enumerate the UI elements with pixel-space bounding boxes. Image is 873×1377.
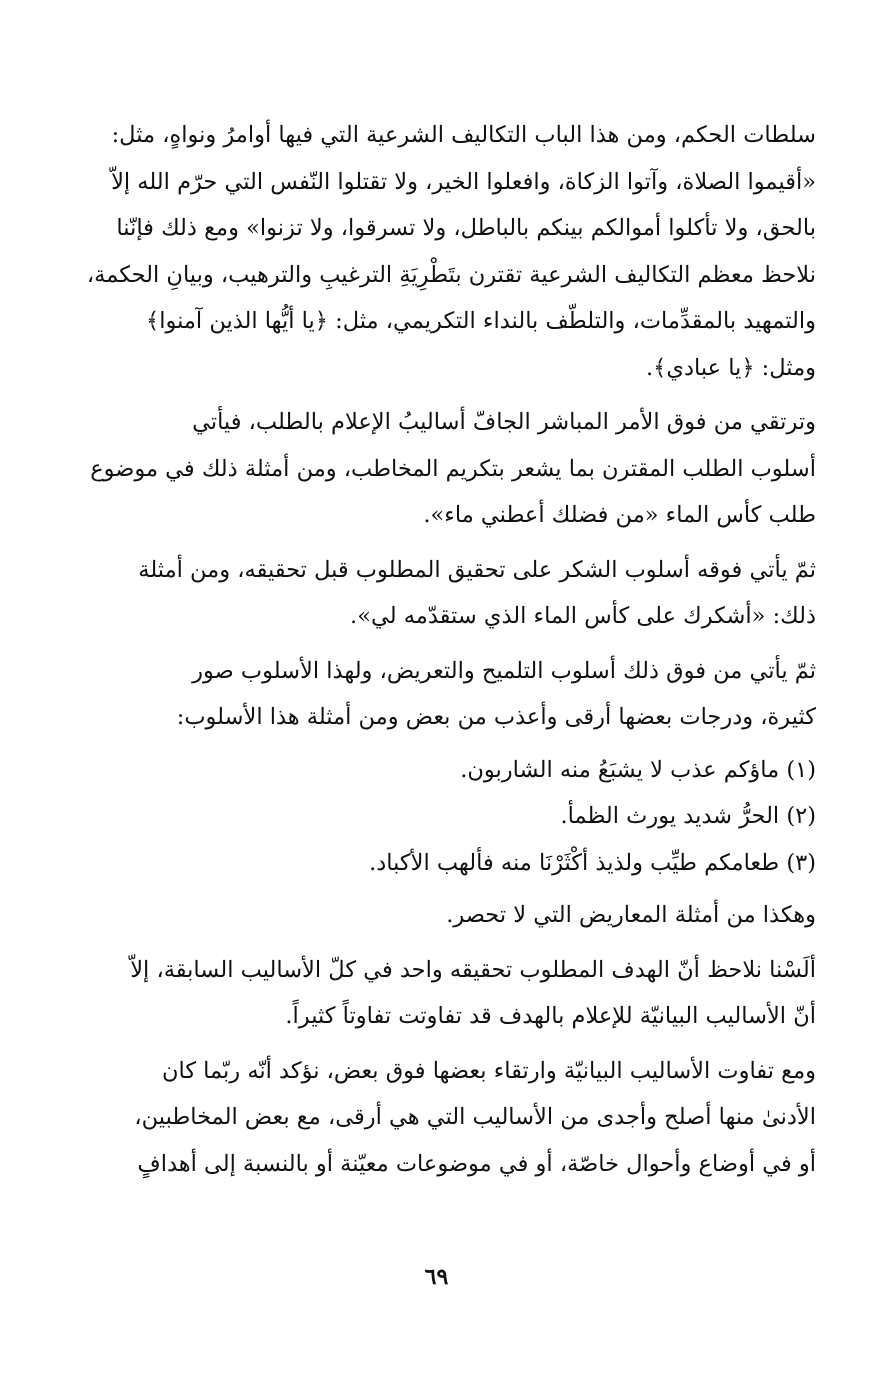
paragraph-5: وهكذا من أمثلة المعاريض التي لا تحصر. bbox=[446, 902, 816, 928]
paragraph-7: ومع تفاوت الأساليب البيانيّة وارتقاء بعضها فوق بعض، نؤكد أنّه ربّما كان الأدنىٰ منها أصلح وأجدى من الأساليب التي هي أرقى، مع بعض المخاطبين، أو في أوضاع وأحوال خاصّة، أو في موضوعات معيّنة أو بالنسبة إلى أهدافٍ bbox=[134, 1057, 816, 1177]
page-body bbox=[78, 112, 816, 1187]
example-item-3: (٣) طعامكم طيِّب ولذيذ أكْثَرْنَا منه فألهب الأكباد. bbox=[369, 849, 816, 876]
examples-list bbox=[78, 747, 816, 887]
paragraph-2: وترتقي من فوق الأمر المباشر الجافّ أساليبُ الإعلام بالطلب، فيأتي أسلوب الطلب المقترن بما يشعر بتكريم المخاطب، ومن أمثلة ذلك في موضوع طلب كأس الماء «من فضلك أعطني ماء». bbox=[90, 409, 816, 528]
example-item-1: (١) ماؤكم عذب لا يشبَعُ منه الشاربون. bbox=[460, 756, 816, 783]
paragraph-1: سلطات الحكم، ومن هذا الباب التكاليف الشرعية التي فيها أوامرُ ونواهٍ، مثل: «أقيموا الصلاة، وآتوا الزكاة، وافعلوا الخير، ولا تقتلوا النّفس التي حرّم الله إلاّ بالحق، ولا تأكلوا أموالكم بينكم بالباطل، ولا تسرقوا، ولا تزنوا» ومع ذلك فإنّنا نلاحظ معظم التكاليف الشرعية تقترن بتَطْرِيَةِ الترغيبِ والترهيب، وبيانِ الحكمة، والتمهيد بالمقدِّمات، والتلطّف بالنداء التكريمي، مثل: ﴿يا أيُّها الذين آمنوا﴾ ومثل: ﴿يا عبادي﴾. bbox=[86, 122, 816, 381]
example-item-2: (٢) الحرُّ شديد يورث الظمأ. bbox=[560, 803, 816, 829]
page-number: ٦٩ bbox=[424, 1264, 449, 1290]
paragraph-4: ثمّ يأتي من فوق ذلك أسلوب التلميح والتعريض، ولهذا الأسلوب صور كثيرة، ودرجات بعضها أرقى وأعذب من بعض ومن أمثلة هذا الأسلوب: bbox=[176, 657, 816, 730]
paragraph-3: ثمّ يأتي فوقه أسلوب الشكر على تحقيق المطلوب قبل تحقيقه، ومن أمثلة ذلك: «أشكرك على كأس الماء الذي ستقدّمه لي». bbox=[138, 556, 816, 629]
paragraph-6: ألَسْنا نلاحظ أنّ الهدف المطلوب تحقيقه واحد في كلّ الأساليب السابقة، إلاّ أنّ الأساليب البيانيّة للإعلام بالهدف قد تفاوتت تفاوتاً كثيراً. bbox=[130, 956, 816, 1029]
